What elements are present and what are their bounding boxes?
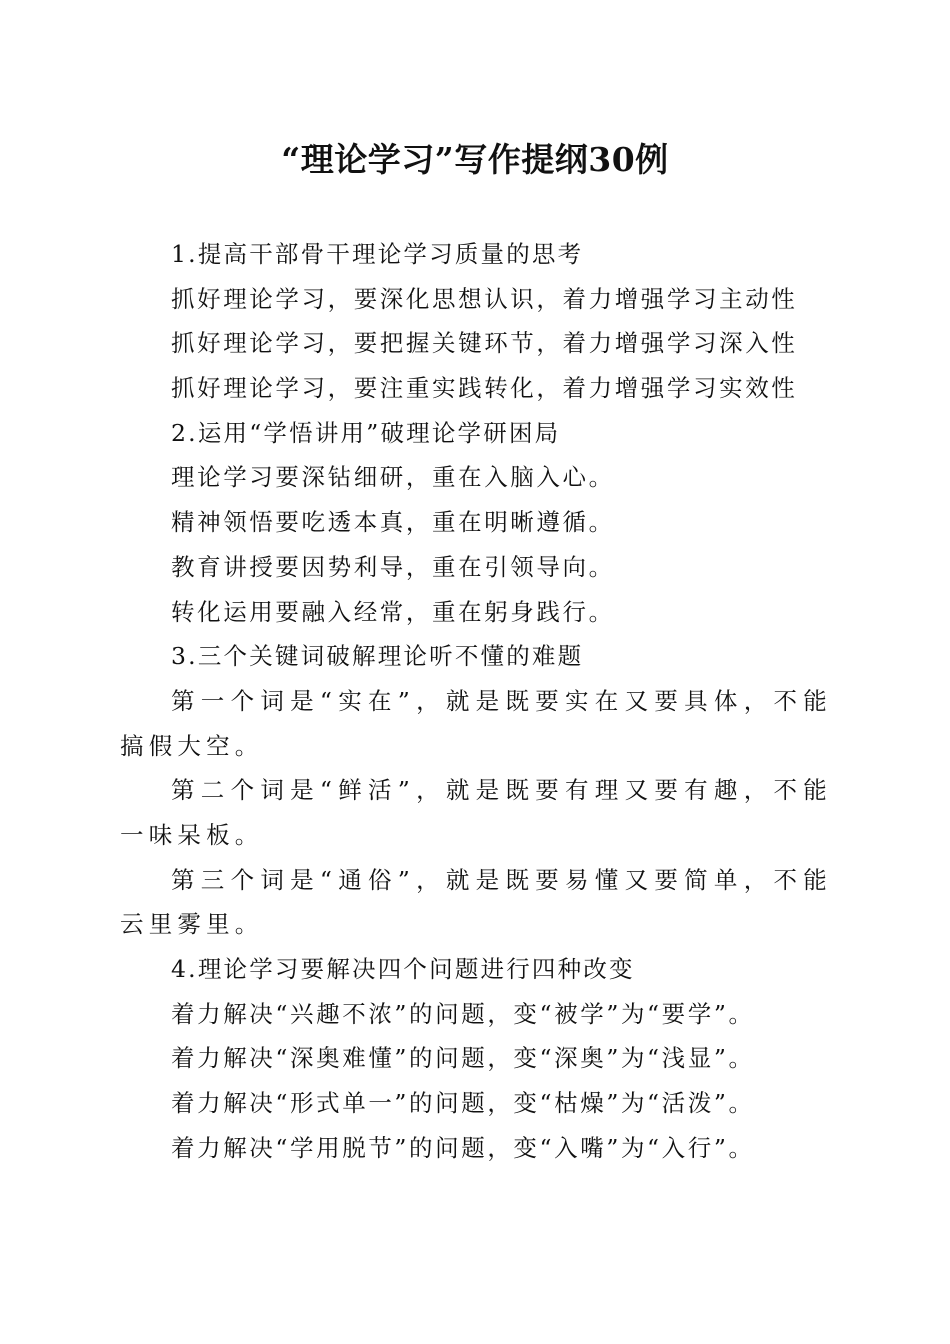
- outline-line: 精神领悟要吃透本真，重在明晰遵循。: [171, 508, 615, 537]
- outline-line: 着力解决“学用脱节”的问题，变“入嘴”为“入行”。: [171, 1133, 755, 1162]
- outline-paragraph: 第一个词是“实在”，就是既要实在又要具体，不能搞假大空。: [120, 686, 832, 760]
- document-body: [120, 232, 832, 1171]
- outline-paragraph: 第二个词是“鲜活”，就是既要有理又要有趣，不能一味呆板。: [120, 776, 832, 849]
- outline-line: 着力解决“深奥难懂”的问题，变“深奥”为“浅显”。: [171, 1044, 755, 1073]
- outline-line: 教育讲授要因势利导，重在引领导向。: [171, 552, 615, 581]
- outline-line: 转化运用要融入经常，重在躬身践行。: [171, 597, 615, 626]
- outline-line: 理论学习要深钻细研，重在入脑入心。: [171, 463, 615, 492]
- section-heading: 2.运用“学悟讲用”破理论学研困局: [171, 418, 561, 447]
- outline-line: 着力解决“兴趣不浓”的问题，变“被学”为“要学”。: [171, 999, 755, 1028]
- section-heading: 1.提高干部骨干理论学习质量的思考: [171, 240, 584, 268]
- outline-line: 抓好理论学习，要注重实践转化，着力增强学习实效性: [171, 374, 798, 403]
- section-heading: 3.三个关键词破解理论听不懂的难题: [171, 642, 584, 671]
- outline-line: 抓好理论学习，要深化思想认识，着力增强学习主动性: [171, 284, 798, 313]
- document-title: “理论学习”写作提纲30例: [281, 140, 669, 179]
- outline-paragraph: 第三个词是“通俗”，就是既要易懂又要简单，不能云里雾里。: [120, 865, 832, 939]
- outline-line: 着力解决“形式单一”的问题，变“枯燥”为“活泼”。: [171, 1089, 755, 1118]
- section-heading: 4.理论学习要解决四个问题进行四种改变: [171, 955, 635, 984]
- outline-line: 抓好理论学习，要把握关键环节，着力增强学习深入性: [171, 329, 798, 358]
